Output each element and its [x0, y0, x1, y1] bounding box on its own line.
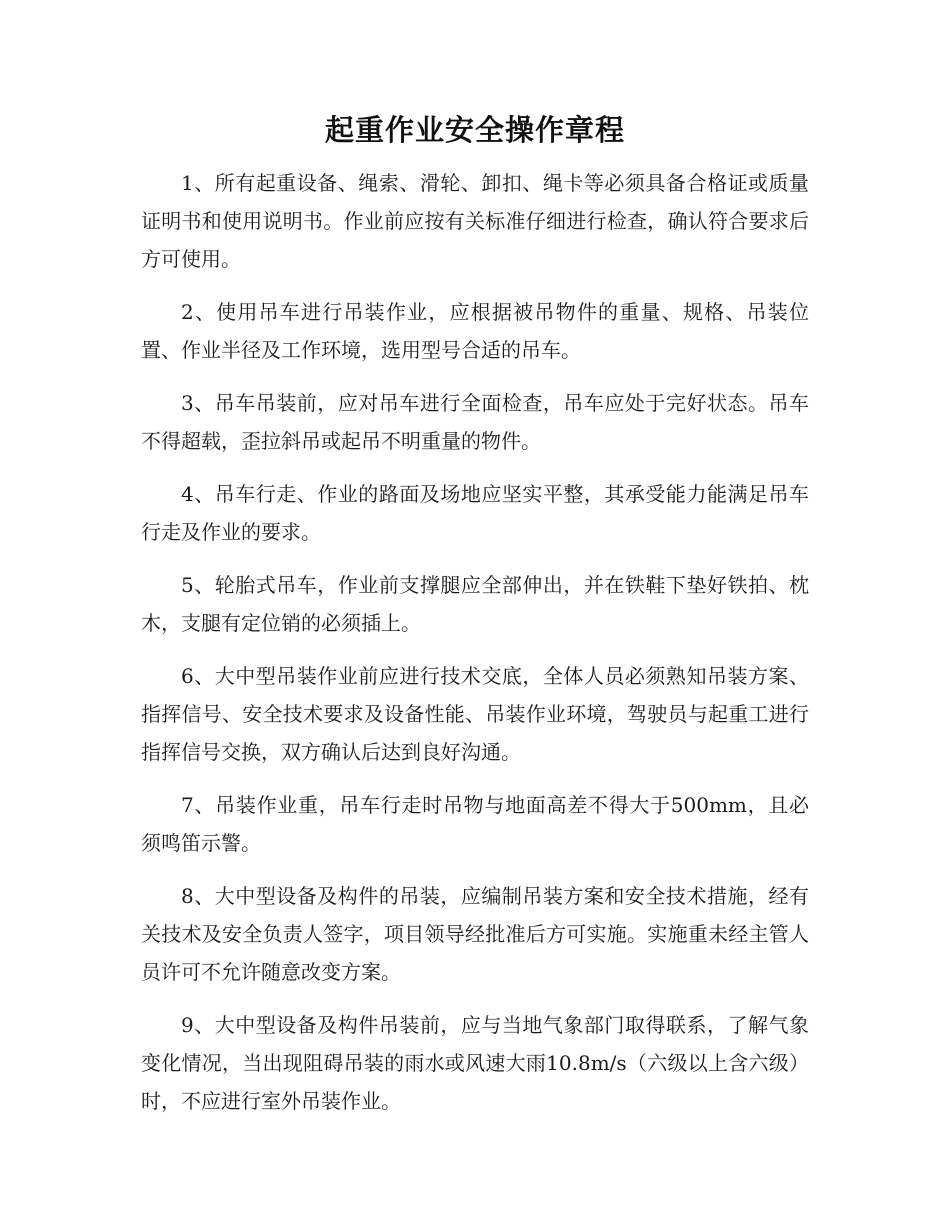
paragraph-1: 1、所有起重设备、绳索、滑轮、卸扣、绳卡等必须具备合格证或质量证明书和使用说明书。作业前应按有关标准仔细进行检查，确认符合要求后方可使用。: [141, 171, 809, 271]
paragraph-5: 5、轮胎式吊车，作业前支撑腿应全部伸出，并在铁鞋下垫好铁拍、枕木，支腿有定位销的必须插上。: [141, 573, 809, 635]
paragraph-7: 7、吊装作业重，吊车行走时吊物与地面高差不得大于500mm，且必须鸣笛示警。: [141, 793, 809, 855]
paragraph-4: 4、吊车行走、作业的路面及场地应坚实平整，其承受能力能满足吊车行走及作业的要求。: [141, 482, 809, 544]
paragraph-2: 2、使用吊车进行吊装作业，应根据被吊物件的重量、规格、吊装位置、作业半径及工作环境，选用型号合适的吊车。: [141, 300, 809, 362]
document-body: [141, 164, 809, 1135]
paragraph-6: 6、大中型吊装作业前应进行技术交底，全体人员必须熟知吊装方案、指挥信号、安全技术要求及设备性能、吊装作业环境，驾驶员与起重工进行指挥信号交换，双方确认后达到良好沟通。: [141, 664, 809, 764]
paragraph-8: 8、大中型设备及构件的吊装，应编制吊装方案和安全技术措施，经有关技术及安全负责人签字，项目领导经批准后方可实施。实施重未经主管人员许可不允许随意改变方案。: [141, 884, 809, 984]
paragraph-9: 9、大中型设备及构件吊装前，应与当地气象部门取得联系，了解气象变化情况，当出现阻碍吊装的雨水或风速大雨10.8m/s（六级以上含六级）时，不应进行室外吊装作业。: [141, 1013, 809, 1113]
page-title: 起重作业安全操作章程: [324, 113, 625, 147]
paragraph-3: 3、吊车吊装前，应对吊车进行全面检查，吊车应处于完好状态。吊车不得超载，歪拉斜吊或起吊不明重量的物件。: [141, 391, 809, 453]
